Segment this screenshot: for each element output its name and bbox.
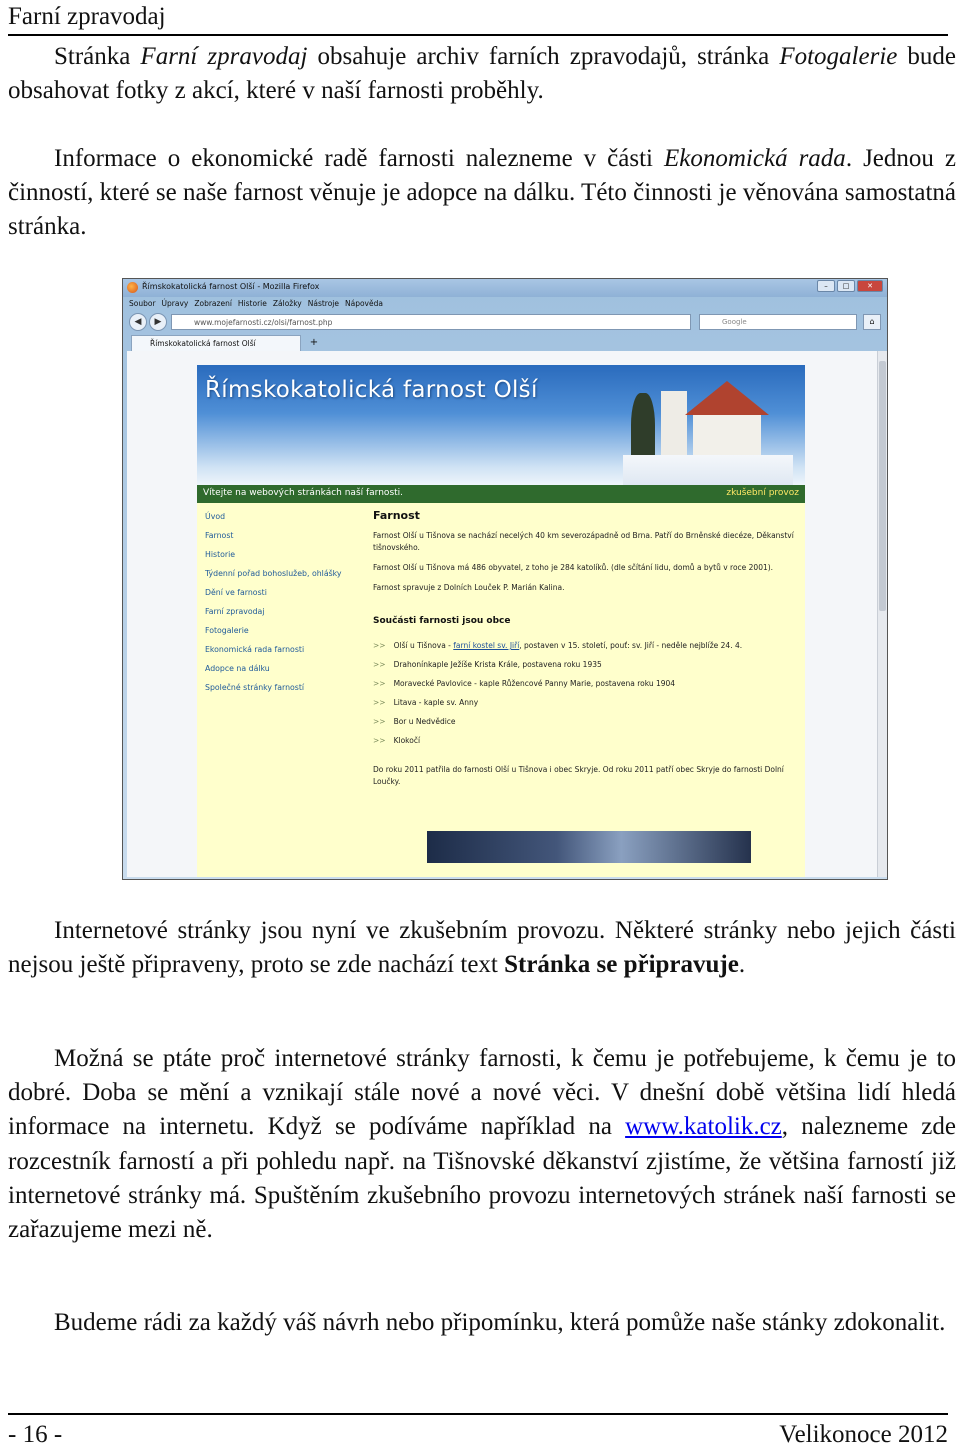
search-placeholder: Google [722, 318, 747, 326]
close-icon: ✕ [857, 280, 883, 292]
text: obsahuje archiv farních zpravodajů, stránka [307, 43, 780, 70]
browser-tabbar [127, 335, 883, 351]
search-box [699, 314, 857, 330]
text: Informace o ekonomické radě farnosti nalezneme v části [54, 145, 665, 172]
roof-shape [685, 381, 769, 415]
item-text: , postaven v 15. století, pouť: sv. Jiří - neděle nejblíže 24. 4. [519, 641, 743, 650]
double-arrow-icon: >> [373, 698, 386, 707]
text: Internetové stránky jsou nyní ve zkušebním provozu. Některé stránky nebo jejich části nejsou ještě připraveny, proto se zde nachází text [8, 917, 956, 979]
item-text: Moravecké Pavlovice - kaple Růžencové Panny Marie, postavena roku 1904 [393, 679, 676, 688]
list-item [373, 636, 799, 655]
paragraph-ekonomicka-rada [8, 142, 956, 245]
nav-item: Společné stránky farností [205, 683, 305, 692]
list-item [373, 731, 799, 750]
emphasis: Farní zpravodaj [140, 43, 308, 70]
item-text: Olší u Tišnova - [393, 641, 454, 650]
bold-text: Stránka se připravuje [504, 951, 739, 979]
content-title: Farnost [373, 509, 420, 522]
parish-website [197, 365, 805, 877]
text: . Jednou z činností, které se naše farnost věnuje je adopce na dálku. Této činnosti je věnována samostatná stránka. [8, 145, 956, 241]
trial-text: zkušební provoz [726, 488, 799, 498]
list-item [373, 712, 799, 731]
site-title: Římskokatolická farnost Olší [205, 377, 538, 403]
minimize-icon: – [817, 280, 835, 292]
window-controls [817, 280, 883, 292]
content-paragraph: Farnost Olší u Tišnova se nachází necelých 40 km severozápadně od Brna. Patří do Brněnské diecéze, Děkanství tišnovského. [373, 531, 794, 552]
item-text: Drahonínkaple Ježíše Krista Krále, postavena roku 1935 [393, 660, 602, 669]
nav-item: Fotogalerie [205, 626, 249, 635]
double-arrow-icon: >> [373, 641, 386, 650]
browser-navbar [127, 311, 883, 333]
menu-item: Nápověda [345, 299, 383, 308]
nav-item: Historie [205, 550, 236, 559]
emphasis: Fotogalerie [779, 43, 898, 70]
browser-menubar [129, 299, 383, 308]
welcome-text: Vítejte na webových stránkách naší farnosti. [203, 488, 404, 498]
menu-item: Historie [237, 299, 267, 308]
nav-item: Adopce na dálku [205, 664, 270, 673]
edition-label: Velikonoce 2012 [779, 1421, 948, 1447]
parts-title: Součásti farnosti jsou obce [373, 616, 511, 626]
menu-item: Úpravy [161, 299, 189, 308]
emphasis: Ekonomická rada [664, 145, 846, 172]
nav-item: Farní zpravodaj [205, 607, 265, 616]
text: Stránka [54, 43, 141, 70]
scrollbar [877, 351, 887, 877]
paragraph-proc-stranky [8, 1042, 956, 1247]
welcome-bar [197, 485, 805, 503]
nav-item: Ekonomická rada farnosti [205, 645, 305, 654]
nav-item: Úvod [205, 512, 226, 521]
page-number: - 16 - [8, 1421, 63, 1447]
menu-item: Soubor [129, 299, 156, 308]
maximize-icon: □ [837, 280, 855, 292]
double-arrow-icon: >> [373, 679, 386, 688]
back-icon: ◀ [129, 313, 147, 331]
menu-item: Nástroje [307, 299, 339, 308]
site-banner [197, 365, 805, 485]
browser-tab [131, 335, 301, 351]
tower-shape [661, 391, 687, 455]
wall-shape [693, 415, 761, 455]
browser-titlebar [123, 279, 887, 297]
home-icon: ⌂ [863, 314, 881, 330]
menu-item: Záložky [272, 299, 302, 308]
paragraph-zpravodaj [8, 40, 956, 108]
menu-item: Zobrazení [194, 299, 232, 308]
paragraph-navrhy [8, 1306, 956, 1340]
list-item [373, 693, 799, 712]
paragraph-zkusebni-provoz [8, 914, 956, 982]
item-text: Bor u Nedvědice [393, 717, 456, 726]
photo-strip [427, 831, 751, 863]
window-title: Římskokatolická farnost Olší - Mozilla Firefox [142, 282, 320, 291]
item-text: Litava - kaple sv. Anny [393, 698, 479, 707]
content-paragraph: Farnost Olší u Tišnova má 486 obyvatel, z toho je 284 katolíků. (dle sčítání lidu, domů a bytů v roce 2001). [373, 563, 774, 572]
parts-list [373, 636, 799, 750]
double-arrow-icon: >> [373, 736, 386, 745]
list-item [373, 655, 799, 674]
firefox-icon [127, 282, 138, 293]
item-text: Klokočí [393, 736, 421, 745]
nav-item: Dění ve farnosti [205, 588, 267, 597]
text: Možná se ptáte proč internetové stránky farnosti, k čemu je potřebujeme, k čemu je to dobré. Doba se mění a vznikají stále nové a nové věci. V dnešní době většina lidí hledá informace na internetu. Když se podíváme například na [8, 1045, 956, 1141]
double-arrow-icon: >> [373, 717, 386, 726]
page-title: Farní zpravodaj [8, 3, 166, 30]
nav-item: Farnost [205, 531, 234, 540]
address-bar [171, 314, 691, 330]
text: , nalezneme zde rozcestník farností a při pohledu např. na Tišnovské děkanství zjistíme, že většina farností již internetové stránky má. Spuštěním zkušebního provozu internetových stránek naší farnosti se zařazujeme mezi ně. [8, 1113, 956, 1244]
content-paragraph: Farnost spravuje z Dolních Louček P. Marián Kalina. [373, 583, 565, 592]
text: bude obsahovat fotky z akcí, které v naší farnosti proběhly. [8, 43, 957, 105]
katolik-link[interactable]: www.katolik.cz [625, 1113, 782, 1141]
list-item [373, 674, 799, 693]
item-link: farní kostel sv. Jiří [453, 641, 520, 650]
scrollbar-thumb [879, 361, 886, 611]
tab-label: Římskokatolická farnost Olší [150, 339, 256, 348]
content-paragraph: Do roku 2011 patřila do farnosti Olší u Tišnova i obec Skryje. Od roku 2011 patří obec Skryje do farnosti Dolní Loučky. [373, 765, 784, 786]
snow-shape [623, 455, 793, 485]
website-screenshot [122, 278, 888, 880]
url-text: www.mojefarnosti.cz/olsi/farnost.php [194, 318, 333, 327]
forward-icon: ▶ [149, 313, 167, 331]
double-arrow-icon: >> [373, 660, 386, 669]
text: . [738, 951, 746, 979]
text: Budeme rádi za každý váš návrh nebo připomínku, která pomůže naše stánky zdokonalit. [54, 1309, 946, 1336]
page-footer [8, 1413, 948, 1447]
nav-item: Týdenní pořad bohoslužeb, ohlášky [205, 569, 342, 578]
church-image [623, 373, 793, 485]
browser-viewport [127, 351, 879, 877]
site-content [373, 507, 799, 788]
site-nav [205, 507, 355, 697]
new-tab-icon: + [309, 337, 319, 348]
page-header [8, 2, 948, 36]
